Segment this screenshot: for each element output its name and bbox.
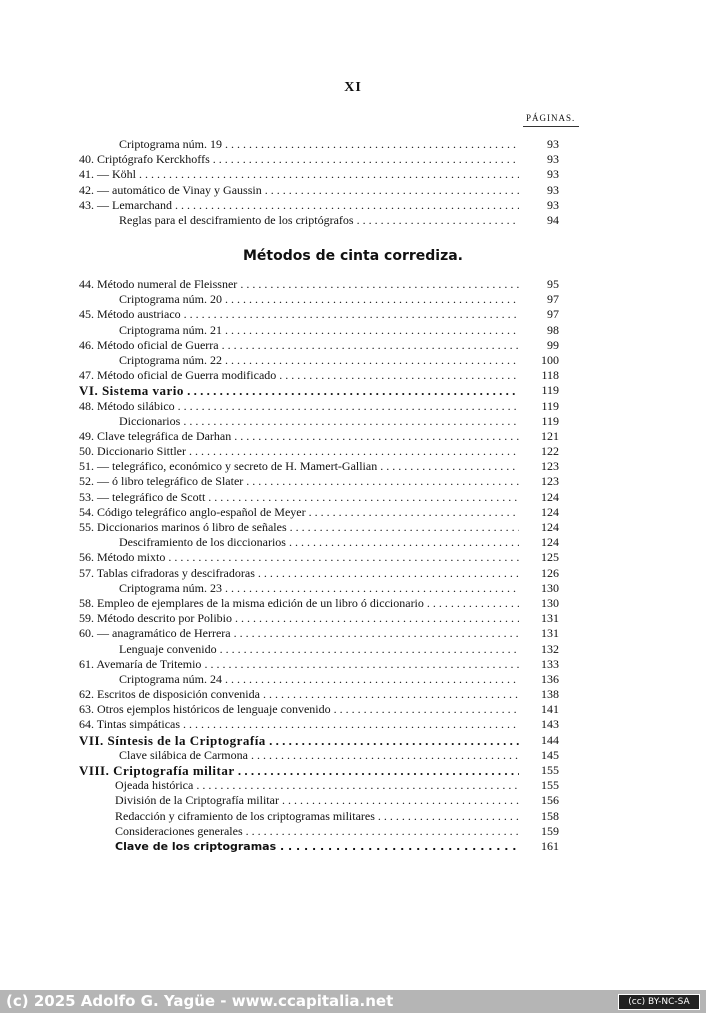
toc-entry-title: Criptograma núm. 22 . . . xyxy=(119,353,519,368)
toc-entry-title: Ojeada histórica . . . xyxy=(115,778,519,793)
toc-entry-title: 56. Método mixto . . . xyxy=(79,550,519,565)
toc-entry-title: 57. Tablas cifradoras y descifradoras . . . xyxy=(79,566,519,581)
toc-entry-title: 49. Clave telegráfica de Darhan . . . xyxy=(79,429,519,444)
toc-entry-title: 58. Empleo de ejemplares de la misma edición de un libro ó diccionario . . . xyxy=(79,596,519,611)
toc-entry xyxy=(79,550,559,565)
toc-entry xyxy=(79,474,559,489)
toc-entry-page: 122 xyxy=(541,444,559,459)
toc-entry xyxy=(79,763,559,778)
toc-entry-page: 131 xyxy=(541,626,559,641)
toc-entry-page: 141 xyxy=(541,702,559,717)
toc-entry-title: 61. Avemaría de Tritemio . . . xyxy=(79,657,519,672)
toc-entry xyxy=(79,307,559,322)
toc-entry-title: División de la Criptografía militar . . . xyxy=(115,793,519,808)
toc-entry-title: Criptograma núm. 21 . . . xyxy=(119,323,519,338)
toc-entry-page: 100 xyxy=(541,352,559,367)
toc-entry-page: 93 xyxy=(547,197,559,212)
toc-entry-page: 133 xyxy=(541,656,559,671)
toc-entry-title: 54. Código telegráfico anglo-español de Meyer . . . xyxy=(79,505,519,520)
toc-entry xyxy=(79,672,559,687)
toc-entry-page: 130 xyxy=(541,595,559,610)
footer-copyright: (c) 2025 Adolfo G. Yagüe - www.ccapitalia.net xyxy=(6,992,394,1010)
toc-entry xyxy=(79,490,559,505)
toc-entry xyxy=(79,183,559,198)
toc-block-1 xyxy=(79,137,559,228)
toc-entry-page: 144 xyxy=(541,732,559,747)
toc-entry-page: 94 xyxy=(547,212,559,227)
toc-entry-page: 119 xyxy=(541,398,559,413)
toc-entry-title: 60. — anagramático de Herrera . . . xyxy=(79,626,519,641)
toc-entry-page: 131 xyxy=(541,611,559,626)
toc-entry-page: 124 xyxy=(541,520,559,534)
license-badge: (cc) BY-NC-SA xyxy=(618,994,700,1010)
toc-entry xyxy=(79,702,559,717)
toc-entry xyxy=(79,566,559,581)
toc-entry-title: Reglas para el desciframiento de los criptógrafos . . . xyxy=(119,213,519,228)
toc-entry-page: 97 xyxy=(547,292,559,307)
toc-entry xyxy=(79,338,559,353)
toc-entry-page: 126 xyxy=(541,565,559,580)
toc-entry-page: 125 xyxy=(541,550,559,565)
toc-entry-title: 53. — telegráfico de Scott . . . xyxy=(79,490,519,505)
toc-entry-page: 158 xyxy=(541,808,559,823)
toc-entry xyxy=(79,687,559,702)
toc-entry-page: 145 xyxy=(541,747,559,762)
toc-entry-title: 52. — ó libro telegráfico de Slater . . . xyxy=(79,474,519,489)
toc-entry-page: 156 xyxy=(541,793,559,808)
toc-entry-page: 99 xyxy=(547,337,559,352)
toc-entry xyxy=(79,353,559,368)
toc-entry xyxy=(79,535,559,550)
toc-entry-page: 93 xyxy=(547,137,559,151)
toc-entry-page: 155 xyxy=(541,778,559,793)
toc-entry-page: 159 xyxy=(541,823,559,838)
toc-entry-page: 121 xyxy=(541,428,559,443)
column-header-rule xyxy=(523,126,579,127)
toc-entry xyxy=(79,626,559,641)
toc-entry xyxy=(79,596,559,611)
toc-entry xyxy=(79,505,559,520)
toc-entry xyxy=(79,277,559,292)
toc-entry-title: Desciframiento de los diccionarios . . . xyxy=(119,535,519,550)
toc-entry-page: 143 xyxy=(541,717,559,732)
toc-entry xyxy=(79,839,559,854)
toc-entry xyxy=(79,778,559,793)
toc-entry-title: 62. Escritos de disposición convenida . . . xyxy=(79,687,519,702)
toc-entry-page: 93 xyxy=(547,182,559,197)
toc-entry-title: VIII. Criptografía militar . . . xyxy=(79,763,519,778)
toc-entry-title: Diccionarios . . . xyxy=(119,414,519,429)
toc-entry-title: Criptograma núm. 19 . . . xyxy=(119,137,519,152)
toc-entry xyxy=(79,459,559,474)
toc-entry xyxy=(79,717,559,732)
toc-entry-title: 42. — automático de Vinay y Gaussin . . . xyxy=(79,183,519,198)
toc-entry xyxy=(79,733,559,748)
toc-entry-page: 161 xyxy=(541,838,559,853)
toc-entry-title: Criptograma núm. 20 . . . xyxy=(119,292,519,307)
toc-entry-title: VI. Sistema vario . . . xyxy=(79,383,519,398)
toc-entry xyxy=(79,152,559,167)
column-header: PÁGINAS. xyxy=(526,113,576,123)
toc-entry-page: 95 xyxy=(547,277,559,291)
toc-entry-title: 48. Método silábico . . . xyxy=(79,399,519,414)
toc-entry xyxy=(79,198,559,213)
toc-entry-title: Clave silábica de Carmona . . . xyxy=(119,748,519,763)
toc-entry-page: 124 xyxy=(541,504,559,519)
toc-entry-title: 50. Diccionario Sittler . . . xyxy=(79,444,519,459)
toc-entry-title: Lenguaje convenido . . . xyxy=(119,642,519,657)
toc-entry xyxy=(79,793,559,808)
toc-entry-page: 93 xyxy=(547,152,559,167)
toc-entry xyxy=(79,824,559,839)
section-title: Métodos de cinta corrediza. xyxy=(242,248,463,264)
toc-entry-page: 124 xyxy=(541,535,559,550)
toc-entry xyxy=(79,399,559,414)
toc-entry-page: 119 xyxy=(541,383,559,398)
toc-entry xyxy=(79,368,559,383)
toc-entry xyxy=(79,642,559,657)
toc-entry xyxy=(79,748,559,763)
toc-entry xyxy=(79,137,559,152)
toc-entry-title: Clave de los criptogramas . . . xyxy=(115,839,519,854)
toc-entry xyxy=(79,611,559,626)
toc-entry-title: Redacción y ciframiento de los criptogramas militares . . . xyxy=(115,809,519,824)
toc-entry-title: 44. Método numeral de Fleissner . . . xyxy=(79,277,519,292)
toc-entry-title: 59. Método descrito por Polibio . . . xyxy=(79,611,519,626)
toc-entry-title: 43. — Lemarchand . . . xyxy=(79,198,519,213)
toc-entry-page: 132 xyxy=(541,641,559,656)
toc-entry xyxy=(79,657,559,672)
toc-entry-page: 119 xyxy=(541,413,559,428)
toc-entry-page: 98 xyxy=(547,322,559,337)
toc-entry xyxy=(79,429,559,444)
toc-entry-title: Criptograma núm. 23 . . . xyxy=(119,581,519,596)
toc-entry xyxy=(79,414,559,429)
toc-entry-title: Consideraciones generales . . . xyxy=(115,824,519,839)
toc-entry-title: 45. Método austriaco . . . xyxy=(79,307,519,322)
toc-entry xyxy=(79,581,559,596)
toc-entry-page: 130 xyxy=(541,580,559,595)
toc-block-2 xyxy=(79,277,559,854)
footer-bar xyxy=(0,990,706,1013)
toc-entry-page: 93 xyxy=(547,167,559,182)
toc-entry xyxy=(79,383,559,398)
toc-entry-title: VII. Síntesis de la Criptografía . . . xyxy=(79,733,519,748)
toc-entry-page: 155 xyxy=(541,763,559,777)
toc-entry-title: 47. Método oficial de Guerra modificado . . . xyxy=(79,368,519,383)
page-number: XI xyxy=(344,80,362,95)
toc-entry-title: 63. Otros ejemplos históricos de lenguaje convenido . . . xyxy=(79,702,519,717)
toc-entry-title: 41. — Köhl . . . xyxy=(79,167,519,182)
toc-entry-title: 40. Criptógrafo Kerckhoffs . . . xyxy=(79,152,519,167)
toc-entry xyxy=(79,520,559,535)
toc-entry-page: 123 xyxy=(541,459,559,474)
toc-entry-title: 51. — telegráfico, económico y secreto de H. Mamert-Gallian . . . xyxy=(79,459,519,474)
toc-entry-page: 136 xyxy=(541,671,559,686)
toc-entry xyxy=(79,809,559,824)
toc-entry-page: 97 xyxy=(547,307,559,322)
toc-entry xyxy=(79,444,559,459)
toc-entry-page: 124 xyxy=(541,489,559,504)
toc-entry xyxy=(79,213,559,228)
toc-entry-title: 55. Diccionarios marinos ó libro de señales . . . xyxy=(79,520,519,535)
toc-entry-page: 118 xyxy=(541,368,559,383)
toc-entry xyxy=(79,323,559,338)
toc-entry-title: 46. Método oficial de Guerra . . . xyxy=(79,338,519,353)
toc-entry xyxy=(79,292,559,307)
toc-entry-page: 138 xyxy=(541,687,559,702)
toc-entry-title: Criptograma núm. 24 . . . xyxy=(119,672,519,687)
toc-entry-title: 64. Tintas simpáticas . . . xyxy=(79,717,519,732)
toc-entry-page: 123 xyxy=(541,474,559,489)
toc-entry xyxy=(79,167,559,182)
